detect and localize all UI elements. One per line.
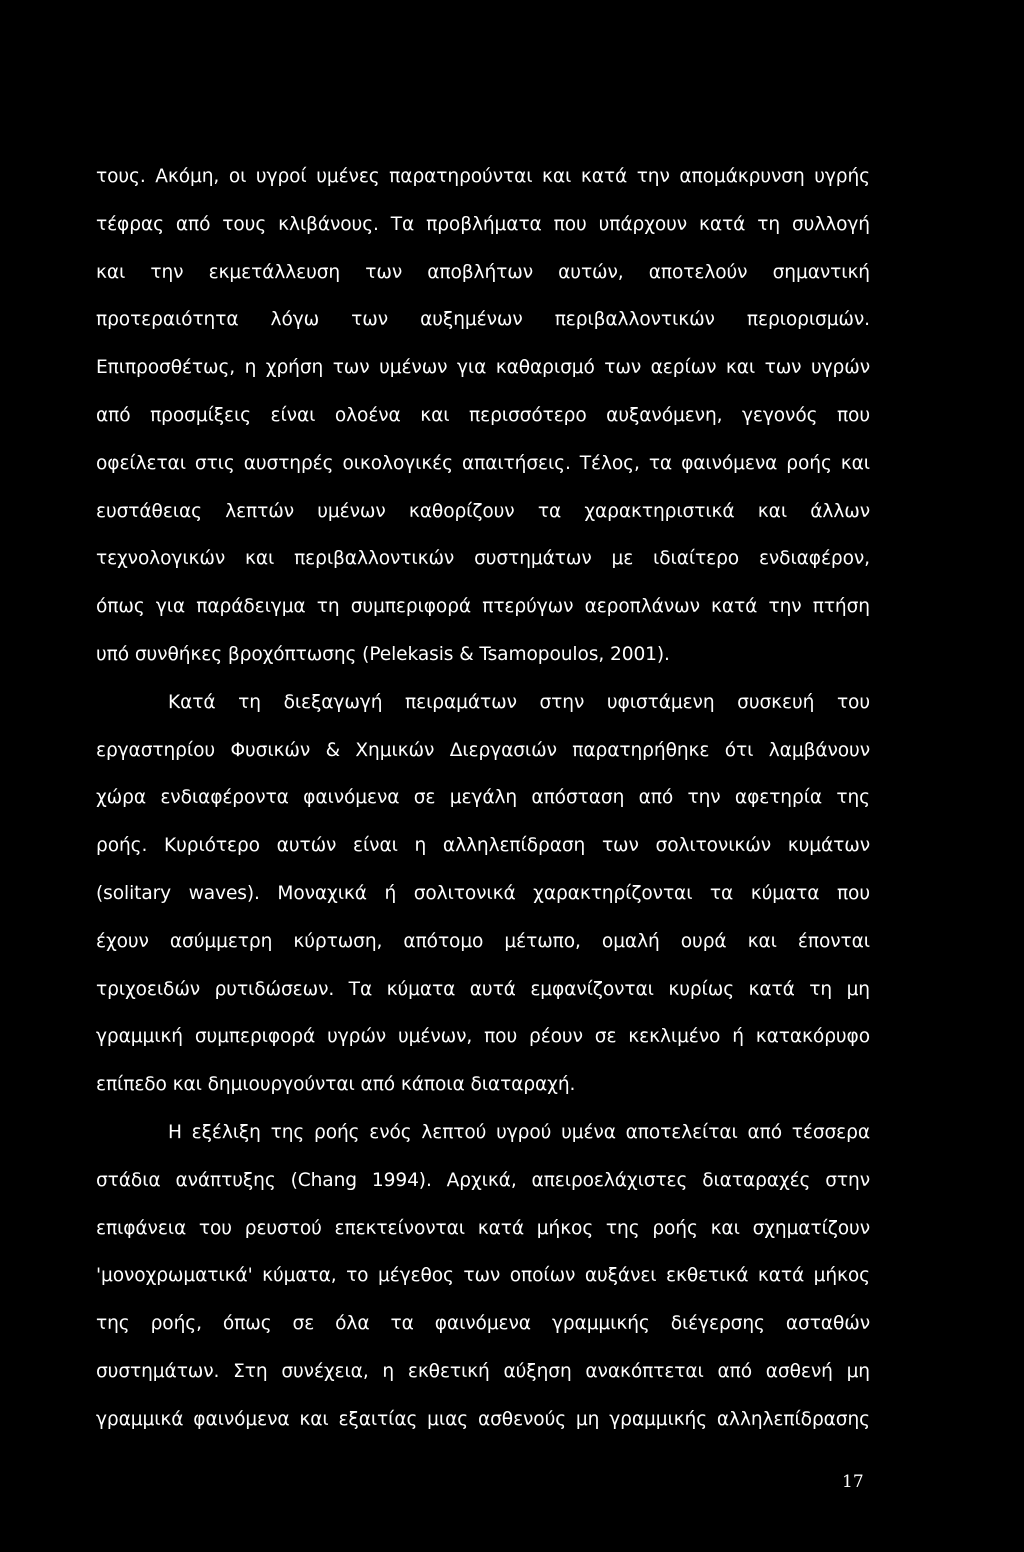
text-line: 'μονοχρωματικά' κύματα, το μέγεθος των οποίων αυξάνει εκθετικά κατά μήκος [96, 1265, 870, 1287]
text-line: ευστάθειας λεπτών υμένων καθορίζουν τα χαρακτηριστικά και άλλων [96, 500, 870, 522]
text-line: επιφάνεια του ρευστού επεκτείνονται κατά μήκος της ροής και σχηματίζουν [96, 1217, 870, 1239]
text-line: της ροής, όπως σε όλα τα φαινόμενα γραμμικής διέγερσης ασταθών [96, 1313, 870, 1335]
text-line: υπό συνθήκες βροχόπτωσης (Pelekasis & Tsamopoulos, 2001). [96, 643, 670, 665]
text-line: από προσμίξεις είναι ολοένα και περισσότερο αυξανόμενη, γεγονός που [96, 404, 870, 426]
text-line: οφείλεται στις αυστηρές οικολογικές απαιτήσεις. Τέλος, τα φαινόμενα ροής και [96, 452, 870, 474]
text-line: έχουν ασύμμετρη κύρτωση, απότομο μέτωπο, ομαλή ουρά και έπονται [96, 930, 870, 952]
text-line: γραμμικά φαινόμενα και εξαιτίας μιας ασθενούς μη γραμμικής αλληλεπίδρασης [96, 1408, 870, 1430]
text-line: Επιπροσθέτως, η χρήση των υμένων για καθαρισμό των αερίων και των υγρών [96, 357, 870, 379]
text-line: γραμμική συμπεριφορά υγρών υμένων, που ρέουν σε κεκλιμένο ή κατακόρυφο [96, 1026, 870, 1048]
body-text [96, 158, 870, 1449]
page-number: 17 [842, 1472, 864, 1492]
text-line: (solitary waves). Μοναχικά ή σολιτονικά χαρακτηρίζονται τα κύματα που [96, 882, 870, 904]
paragraph-start-line: Η εξέλιξη της ροής ενός λεπτού υγρού υμένα αποτελείται από τέσσερα [168, 1121, 870, 1143]
text-line: επίπεδο και δημιουργούνται από κάποια διαταραχή. [96, 1074, 576, 1096]
text-line: τεχνολογικών και περιβαλλοντικών συστημάτων με ιδιαίτερο ενδιαφέρον, [96, 548, 870, 570]
text-line: τέφρας από τους κλιβάνους. Τα προβλήματα που υπάρχουν κατά τη συλλογή [96, 213, 870, 235]
paragraph-start-line: Κατά τη διεξαγωγή πειραμάτων στην υφιστάμενη συσκευή του [168, 691, 870, 713]
text-line: εργαστηρίου Φυσικών & Χημικών Διεργασιών παρατηρήθηκε ότι λαμβάνουν [96, 739, 870, 761]
text-line: τους. Ακόμη, οι υγροί υμένες παρατηρούνται και κατά την απομάκρυνση υγρής [96, 166, 870, 187]
text-line: ροής. Κυριότερο αυτών είναι η αλληλεπίδραση των σολιτονικών κυμάτων [96, 835, 870, 857]
text-line: χώρα ενδιαφέροντα φαινόμενα σε μεγάλη απόσταση από την αφετηρία της [96, 787, 870, 809]
text-line: συστημάτων. Στη συνέχεια, η εκθετική αύξηση ανακόπτεται από ασθενή μη [96, 1360, 870, 1382]
text-line: τριχοειδών ρυτιδώσεων. Τα κύματα αυτά εμφανίζονται κυρίως κατά τη μη [96, 978, 870, 1000]
text-line: και την εκμετάλλευση των αποβλήτων αυτών, αποτελούν σημαντική [96, 261, 870, 283]
text-line: προτεραιότητα λόγω των αυξημένων περιβαλλοντικών περιορισμών. [96, 309, 870, 331]
text-line: όπως για παράδειγμα τη συμπεριφορά πτερύγων αεροπλάνων κατά την πτήση [96, 596, 870, 618]
text-line: στάδια ανάπτυξης (Chang 1994). Αρχικά, απειροελάχιστες διαταραχές στην [96, 1169, 870, 1191]
